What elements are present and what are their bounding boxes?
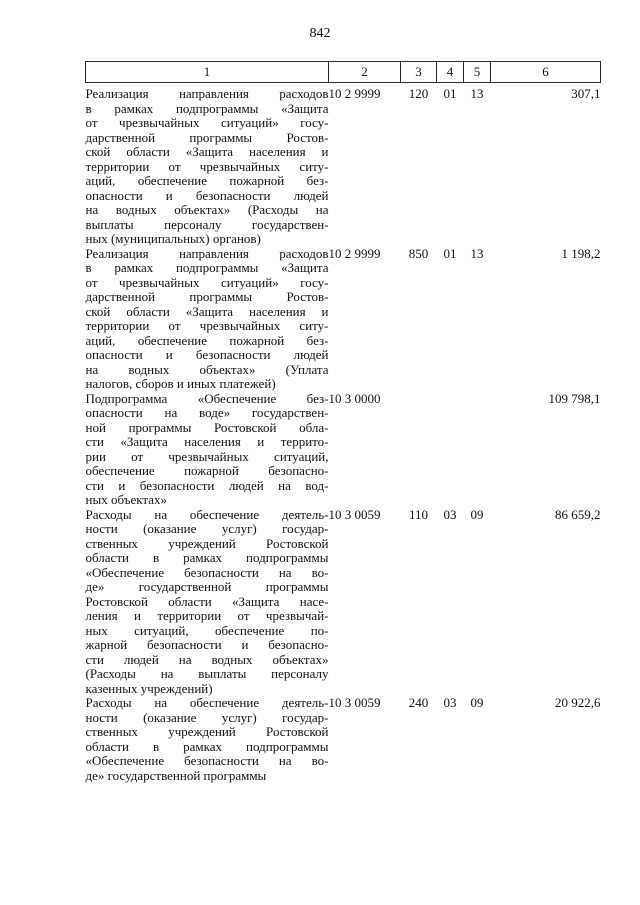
table-row — [86, 83, 601, 247]
description-line: области в рамках подпрограммы — [85, 738, 329, 754]
description-line: опасности и безопасности людей — [85, 187, 329, 203]
row-rz: 01 — [443, 86, 457, 101]
description-line: опасности на воде» государствен- — [85, 405, 329, 420]
description-line: дарственной программы Ростов- — [85, 289, 329, 304]
row-description — [86, 508, 329, 697]
description-line: ской области «Защита населения и — [85, 144, 329, 159]
description-line: ственных учреждений Ростовской — [85, 724, 329, 739]
header-col-5: 5 — [464, 62, 491, 83]
row-description — [86, 247, 329, 392]
row-code: 10 3 0000 — [328, 390, 381, 406]
row-vr — [401, 392, 437, 508]
description-line: аций, обеспечение пожарной без- — [85, 332, 329, 348]
row-sum: 109 798,1 — [548, 390, 601, 406]
description-line: (Расходы на выплаты персоналу — [85, 666, 329, 681]
row-sum: 307,1 — [571, 86, 601, 101]
table-row — [86, 508, 601, 697]
description-line: на водных объектах» (Расходы на — [85, 202, 329, 217]
table-header-row — [86, 62, 601, 83]
description-line: де» государственной программы — [85, 579, 329, 594]
row-pr: 13 — [470, 86, 484, 101]
table-body — [86, 83, 601, 784]
description-line: ской области «Защита населения и — [85, 303, 329, 319]
description-line: «Обеспечение безопасности на во- — [85, 753, 329, 768]
row-code: 10 3 0059 — [328, 506, 381, 522]
description-line: казенных учреждений) — [85, 680, 213, 696]
row-description — [86, 392, 329, 508]
description-line: дарственной программы Ростов- — [85, 129, 329, 145]
description-line: сти «Защита населения и террито- — [85, 434, 329, 449]
page-number: 842 — [309, 26, 331, 41]
row-vr: 850 — [408, 245, 429, 261]
description-line: ления и территории от чрезвычай- — [85, 608, 329, 623]
row-rz — [437, 392, 464, 508]
description-line: ных объектах» — [85, 492, 167, 507]
description-line: от чрезвычайных ситуаций» госу- — [85, 274, 329, 290]
description-line: сти и безопасности людей на вод- — [85, 477, 329, 493]
table-row — [86, 392, 601, 508]
header-col-6: 6 — [491, 62, 601, 83]
header-col-4: 4 — [437, 62, 464, 83]
header-col-2: 2 — [329, 62, 401, 83]
description-line: сти людей на водных объектах» — [85, 651, 329, 667]
row-pr: 13 — [470, 245, 484, 261]
description-line: обеспечение пожарной безопасно- — [85, 463, 329, 478]
description-line: Реализация направления расходов — [85, 86, 329, 101]
description-line: на водных объектах» (Уплата — [85, 361, 329, 377]
row-sum: 20 922,6 — [555, 695, 601, 710]
row-pr: 09 — [470, 695, 484, 710]
description-line: рии от чрезвычайных ситуаций, — [85, 448, 329, 464]
description-line: ных ситуаций, обеспечение по- — [85, 622, 329, 638]
description-line: де» государственной программы — [85, 767, 267, 783]
description-line: Реализация направления расходов — [85, 245, 329, 261]
table-row — [86, 247, 601, 392]
description-line: от чрезвычайных ситуаций» госу- — [85, 115, 329, 130]
row-pr: 09 — [470, 506, 484, 522]
row-sum: 86 659,2 — [555, 506, 601, 522]
description-line: ственных учреждений Ростовской — [85, 535, 329, 551]
budget-table — [85, 61, 601, 783]
row-vr: 120 — [408, 86, 429, 101]
description-line: Расходы на обеспечение деятель- — [85, 506, 329, 522]
row-description — [86, 696, 329, 783]
row-code: 10 3 0059 — [328, 695, 381, 710]
description-line: жарной безопасности и безопасно- — [85, 637, 329, 652]
row-rz: 03 — [443, 506, 457, 522]
header-col-1: 1 — [86, 62, 329, 83]
description-line: выплаты персоналу государствен- — [85, 216, 329, 232]
description-line: в рамках подпрограммы «Защита — [85, 260, 329, 275]
description-line: области в рамках подпрограммы — [85, 550, 329, 565]
description-line: территории от чрезвычайных ситу- — [85, 318, 329, 333]
description-line: опасности и безопасности людей — [85, 347, 329, 362]
row-vr: 240 — [408, 695, 429, 710]
row-sum: 1 198,2 — [561, 245, 601, 261]
description-line: «Обеспечение безопасности на во- — [85, 564, 329, 580]
description-line: Ростовской области «Защита насе- — [85, 593, 329, 609]
description-line: в рамках подпрограммы «Защита — [85, 100, 329, 116]
description-line: ности (оказание услуг) государ- — [85, 709, 329, 725]
description-line: ной программы Ростовской обла- — [85, 419, 329, 435]
description-line: ных (муниципальных) органов) — [85, 231, 261, 246]
row-description — [86, 83, 329, 247]
description-line: Подпрограмма «Обеспечение без- — [85, 390, 329, 406]
description-line: аций, обеспечение пожарной без- — [85, 173, 329, 188]
row-vr: 110 — [408, 506, 429, 522]
row-code: 10 2 9999 — [328, 86, 381, 101]
row-rz: 03 — [443, 695, 457, 710]
row-rz: 01 — [443, 245, 457, 261]
row-code: 10 2 9999 — [328, 245, 381, 261]
description-line: Расходы на обеспечение деятель- — [85, 695, 329, 710]
table-row — [86, 696, 601, 783]
row-pr — [464, 392, 491, 508]
header-col-3: 3 — [401, 62, 437, 83]
description-line: территории от чрезвычайных ситу- — [85, 158, 329, 174]
description-line: ности (оказание услуг) государ- — [85, 521, 329, 536]
description-line: налогов, сборов и иных платежей) — [85, 376, 276, 391]
